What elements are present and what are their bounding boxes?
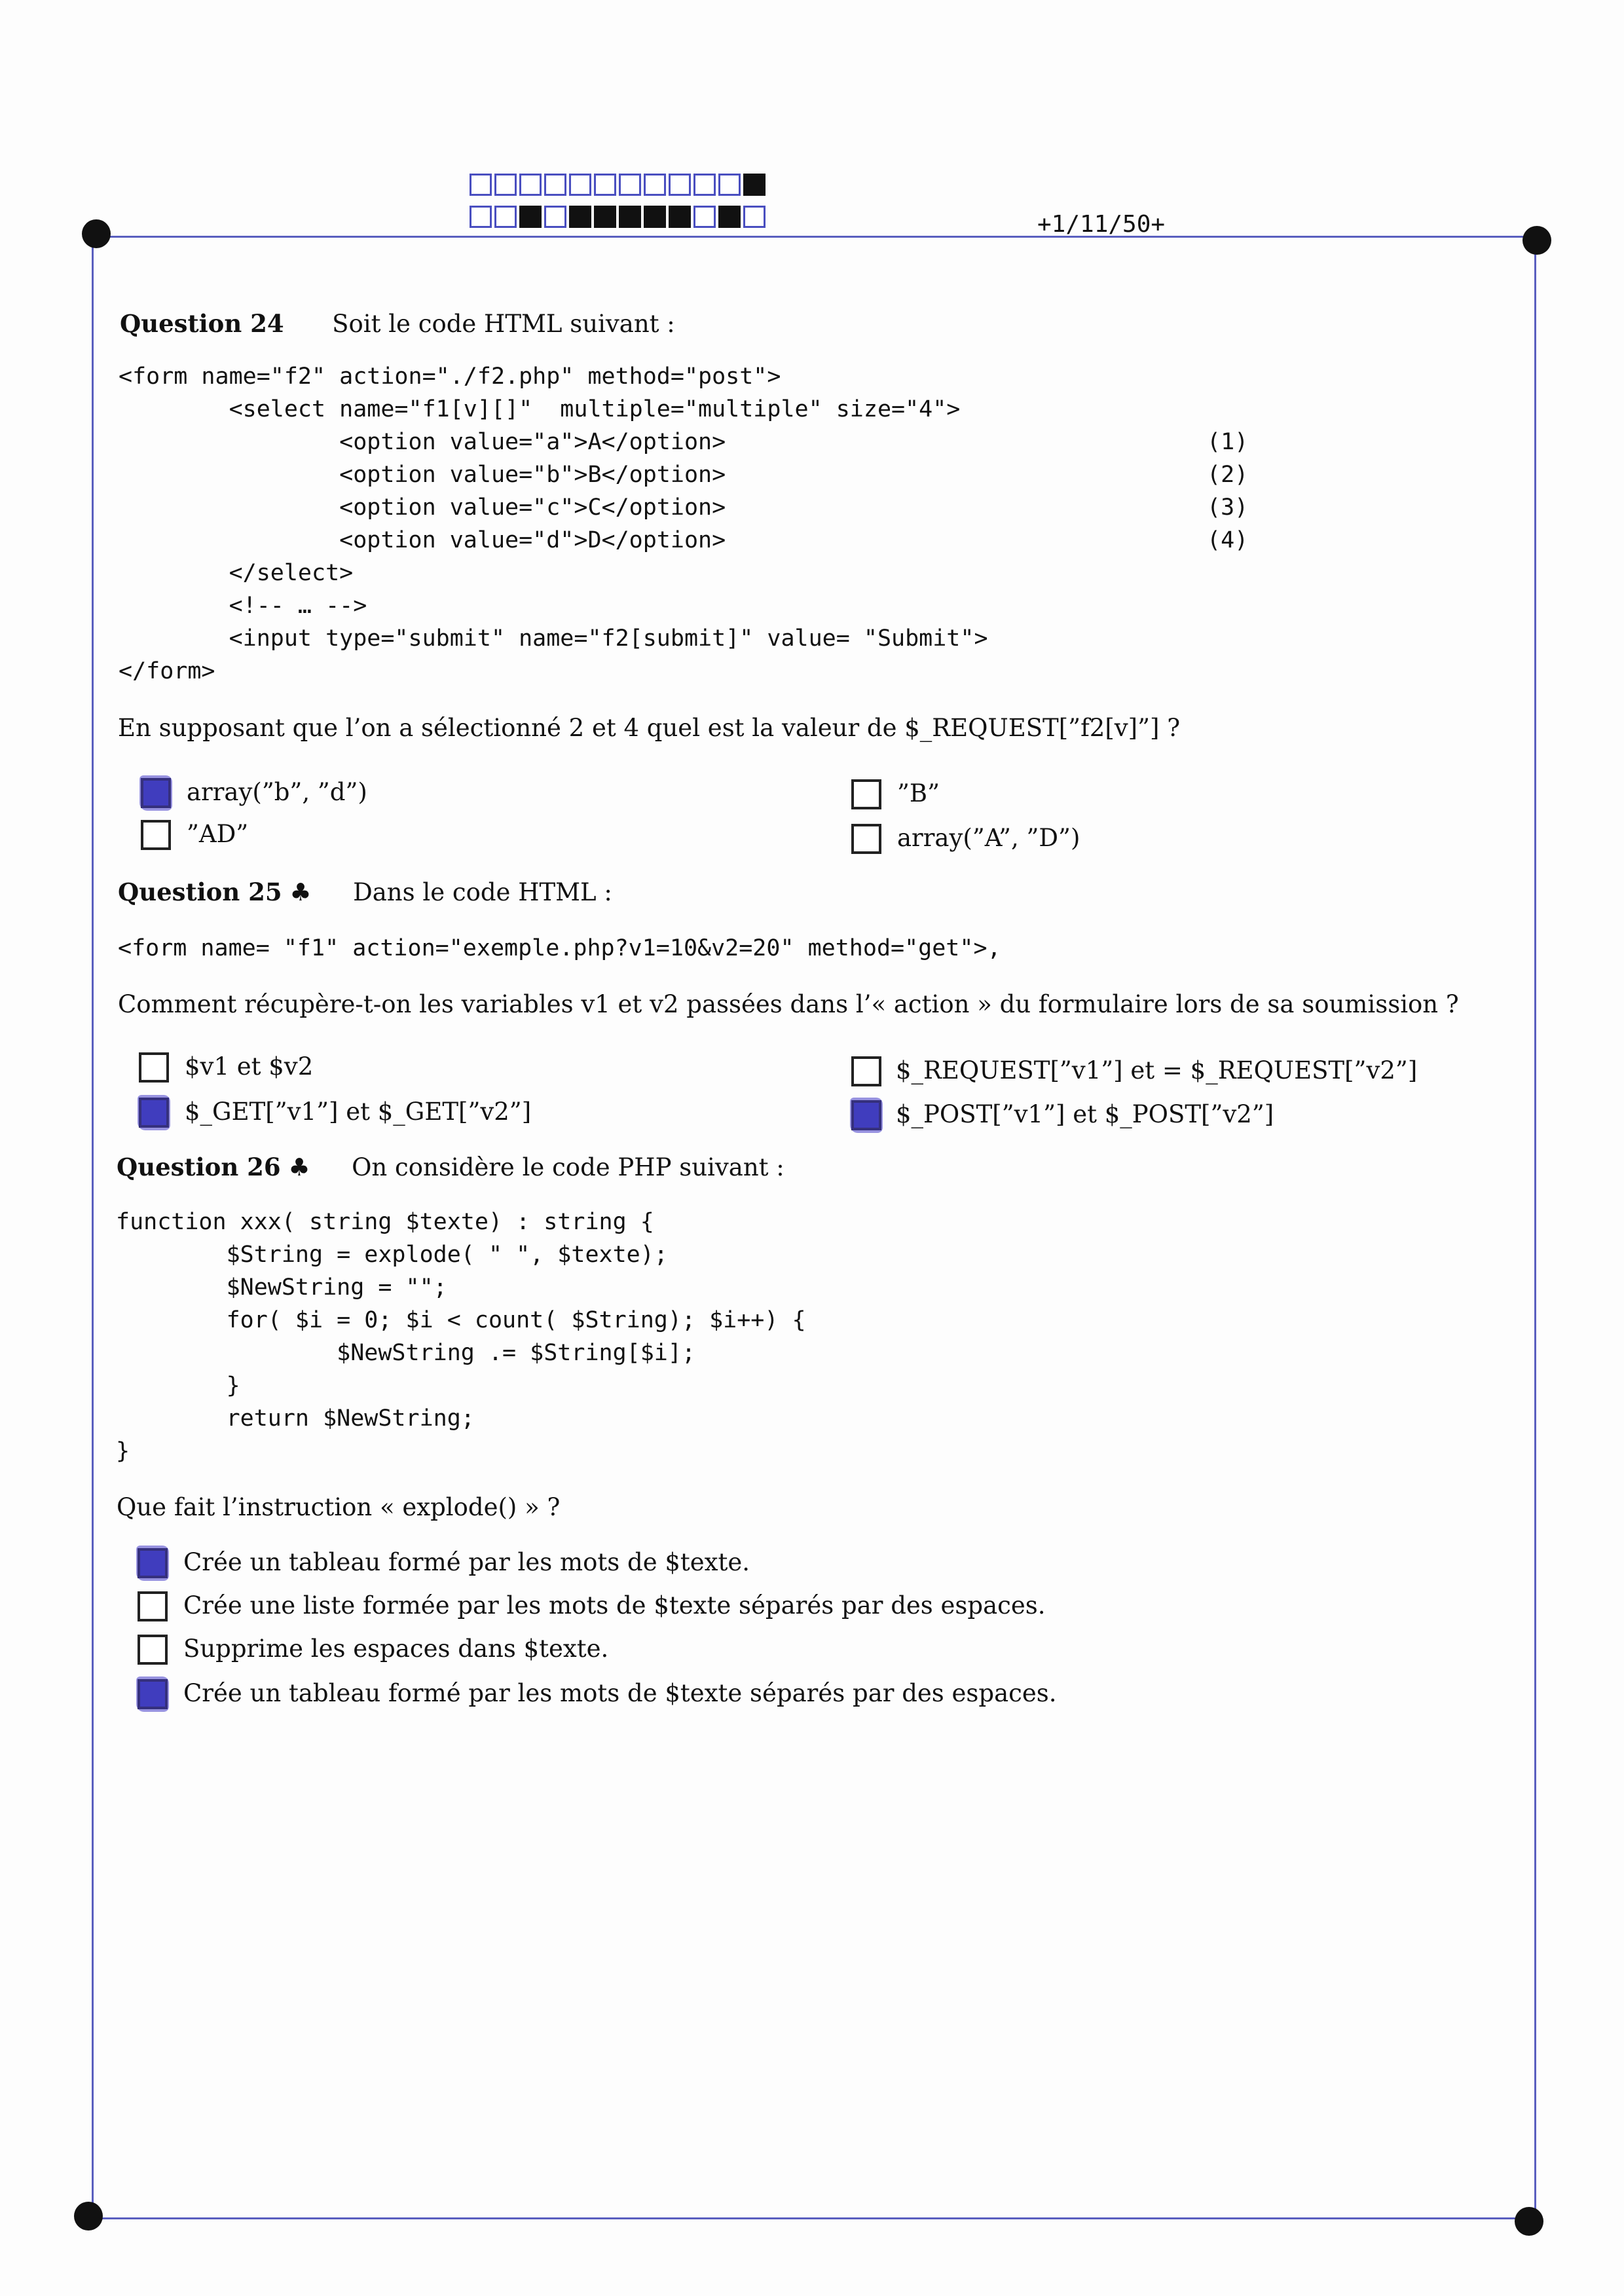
barcode-top-cell xyxy=(669,174,691,196)
barcode-bottom-cell xyxy=(594,206,616,228)
q25-intro: Dans le code HTML : xyxy=(353,878,612,906)
code-line: $NewString .= $String[$i]; xyxy=(116,1340,696,1366)
frame-left-line xyxy=(92,237,94,2219)
q24-option-2-checkbox[interactable] xyxy=(851,779,881,809)
code-line: <option value="a">A</option> xyxy=(119,429,726,455)
q24-header xyxy=(120,309,675,338)
q26-option-4-label: Crée un tableau formé par les mots de $texte séparés par des espaces. xyxy=(183,1679,1057,1707)
barcode-top-cell xyxy=(644,174,666,196)
q24-option-4-checkbox[interactable] xyxy=(851,824,881,854)
barcode-top-row xyxy=(470,174,766,196)
barcode-bottom-cell xyxy=(743,206,766,228)
club-icon: ♣ xyxy=(289,878,312,906)
q25-header xyxy=(118,878,612,906)
code-line: <select name="f1[v][]" multiple="multiple" size="4"> xyxy=(119,396,961,422)
barcode-bottom-cell xyxy=(519,206,542,228)
barcode-bottom-cell xyxy=(470,206,492,228)
q26-option-1-label: Crée un tableau formé par les mots de $texte. xyxy=(183,1548,750,1576)
code-line: </form> xyxy=(119,658,215,684)
barcode-top-cell xyxy=(619,174,641,196)
barcode-bottom-row xyxy=(470,206,766,228)
corner-marker-top-right xyxy=(1522,226,1551,255)
corner-marker-top-left xyxy=(82,219,111,248)
q25-option-3-label: $_GET[”v1”] et $_GET[”v2”] xyxy=(185,1098,532,1126)
q25-title: Question 25 xyxy=(118,878,282,906)
barcode-top-cell xyxy=(494,174,517,196)
q25-code: <form name= "f1" action="exemple.php?v1=10&v2=20" method="get">, xyxy=(118,935,1001,961)
code-line: return $NewString; xyxy=(116,1405,475,1432)
q26-option-3-checkbox[interactable] xyxy=(138,1635,168,1665)
line-number: (3) xyxy=(1207,494,1249,521)
code-line: <option value="c">C</option> xyxy=(119,494,726,521)
code-line: <option value="d">D</option> xyxy=(119,527,726,553)
code-line: for( $i = 0; $i < count( $String); $i++) { xyxy=(116,1307,806,1333)
barcode-top-cell xyxy=(743,174,766,196)
line-number: (1) xyxy=(1207,429,1249,455)
line-number: (2) xyxy=(1207,462,1249,488)
q24-intro: Soit le code HTML suivant : xyxy=(332,310,675,338)
q24-title: Question 24 xyxy=(120,309,284,338)
barcode-top-cell xyxy=(718,174,741,196)
q24-option-2-label: ”B” xyxy=(897,779,940,807)
barcode-bottom-cell xyxy=(693,206,716,228)
q26-title: Question 26 xyxy=(117,1153,281,1181)
code-line: } xyxy=(116,1373,240,1399)
q26-intro: On considère le code PHP suivant : xyxy=(352,1153,784,1181)
q24-option-3-checkbox[interactable] xyxy=(141,820,171,850)
frame-right-line xyxy=(1534,238,1536,2219)
q24-code-block xyxy=(119,363,988,691)
q25-option-4-label: $_POST[”v1”] et $_POST[”v2”] xyxy=(896,1100,1274,1128)
code-line: <input type="submit" name="f2[submit]" value= "Submit"> xyxy=(119,625,988,652)
q24-option-1-checkbox[interactable] xyxy=(141,778,171,808)
barcode-bottom-cell xyxy=(569,206,591,228)
code-line: $String = explode( " ", $texte); xyxy=(116,1242,668,1268)
barcode-bottom-cell xyxy=(544,206,566,228)
q25-option-2-label: $_REQUEST[”v1”] et = $_REQUEST[”v2”] xyxy=(896,1056,1418,1084)
club-icon: ♣ xyxy=(288,1153,310,1181)
q25-option-1-label: $v1 et $v2 xyxy=(185,1052,314,1081)
q26-option-1-checkbox[interactable] xyxy=(138,1548,168,1578)
frame-top-line xyxy=(95,236,1536,238)
q26-option-3-label: Supprime les espaces dans $texte. xyxy=(183,1635,609,1663)
corner-marker-bottom-right xyxy=(1515,2207,1543,2236)
barcode-top-cell xyxy=(693,174,716,196)
q25-option-1-checkbox[interactable] xyxy=(139,1052,169,1083)
code-line: } xyxy=(116,1438,130,1464)
code-line: <!-- … --> xyxy=(119,593,367,619)
q26-option-2-label: Crée une liste formée par les mots de $texte séparés par des espaces. xyxy=(183,1591,1046,1620)
q25-option-3-checkbox[interactable] xyxy=(139,1098,169,1128)
barcode-bottom-cell xyxy=(644,206,666,228)
code-line: <form name="f2" action="./f2.php" method="post"> xyxy=(119,363,781,390)
barcode-top-cell xyxy=(519,174,542,196)
q26-code-block xyxy=(116,1209,806,1471)
line-number: (4) xyxy=(1207,527,1249,553)
q25-prompt: Comment récupère-t-on les variables v1 et v2 passées dans l’« action » du formulaire lors de sa soumission ? xyxy=(118,990,1459,1018)
q26-option-2-checkbox[interactable] xyxy=(138,1591,168,1621)
q24-prompt: En supposant que l’on a sélectionné 2 et 4 quel est la valeur de $_REQUEST[”f2[v]”] ? xyxy=(118,714,1181,742)
barcode-top-cell xyxy=(470,174,492,196)
q26-prompt: Que fait l’instruction « explode() » ? xyxy=(117,1493,561,1521)
barcode-bottom-cell xyxy=(718,206,741,228)
frame-bottom-line xyxy=(88,2217,1529,2219)
q24-option-1-label: array(”b”, ”d”) xyxy=(187,778,367,806)
barcode-top-cell xyxy=(569,174,591,196)
page-code: +1/11/50+ xyxy=(1037,211,1166,238)
barcode-top-cell xyxy=(544,174,566,196)
q24-option-4-label: array(”A”, ”D”) xyxy=(897,824,1080,852)
q25-option-2-checkbox[interactable] xyxy=(851,1056,881,1086)
code-line: </select> xyxy=(119,560,354,586)
code-line: $NewString = ""; xyxy=(116,1274,447,1301)
code-line: <option value="b">B</option> xyxy=(119,462,726,488)
q26-header xyxy=(117,1153,784,1181)
barcode-bottom-cell xyxy=(669,206,691,228)
barcode-bottom-cell xyxy=(494,206,517,228)
corner-marker-bottom-left xyxy=(74,2202,103,2231)
barcode-top-cell xyxy=(594,174,616,196)
q26-option-4-checkbox[interactable] xyxy=(138,1679,168,1709)
q25-option-4-checkbox[interactable] xyxy=(851,1100,881,1130)
barcode-bottom-cell xyxy=(619,206,641,228)
code-line: function xxx( string $texte) : string { xyxy=(116,1209,654,1235)
q24-option-3-label: ”AD” xyxy=(187,820,249,848)
